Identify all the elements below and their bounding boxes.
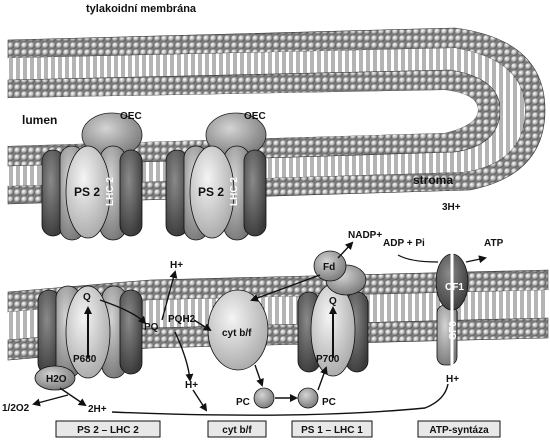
lhc-label-1: LHC 2 (105, 177, 116, 206)
h-label-mid: H+ (185, 380, 199, 391)
pqh2-label: PQH2 (168, 314, 196, 325)
h2o-label: H2O (46, 374, 67, 385)
cf0-label: CF0 (448, 321, 459, 340)
fd-label: Fd (323, 262, 336, 273)
cf1-label: CF1 (445, 282, 464, 293)
ps2-label-1: PS 2 (74, 185, 101, 199)
box-label-ps2: PS 2 – LHC 2 (77, 425, 139, 436)
q-label-ps2: Q (83, 292, 91, 303)
oec-label-2: OEC (244, 111, 266, 122)
box-label-atp: ATP-syntáza (429, 425, 489, 436)
atp-label: ATP (484, 238, 504, 249)
pc-label-1: PC (236, 397, 250, 408)
2h-label: 2H+ (88, 404, 107, 415)
pc-sphere-2 (298, 388, 318, 408)
box-label-cytbf: cyt b/f (222, 425, 252, 436)
box-label-ps1: PS 1 – LHC 1 (301, 425, 363, 436)
bottom-box-ps1 (292, 421, 372, 437)
p680-label: P680 (73, 354, 97, 365)
diagram-title: tylakoidní membrána (86, 3, 197, 15)
p700-label: P700 (316, 354, 340, 365)
3h-label: 3H+ (442, 202, 461, 213)
lumen-label: lumen (22, 113, 58, 127)
lhc-label-2: LHC 2 (229, 177, 240, 206)
h-label-top: H+ (170, 260, 184, 271)
pc-sphere-1 (254, 388, 274, 408)
cytbf-label: cyt b/f (222, 328, 252, 339)
bottom-box-ps2 (56, 421, 160, 437)
q-label-ps1: Q (329, 296, 337, 307)
ps2-label-2: PS 2 (198, 185, 225, 199)
bottom-box-cytbf (208, 421, 266, 437)
o2-label: 1/2O2 (2, 403, 30, 414)
oec-label-1: OEC (120, 111, 142, 122)
bottom-box-atp (418, 421, 500, 437)
adp-label: ADP + Pi (383, 238, 425, 249)
h-label-atp: H+ (446, 374, 460, 385)
stroma-label: stroma (413, 173, 454, 187)
pq-label: PQ (144, 322, 159, 333)
pc-label-2: PC (322, 397, 336, 408)
nadp-label: NADP+ (348, 230, 383, 241)
